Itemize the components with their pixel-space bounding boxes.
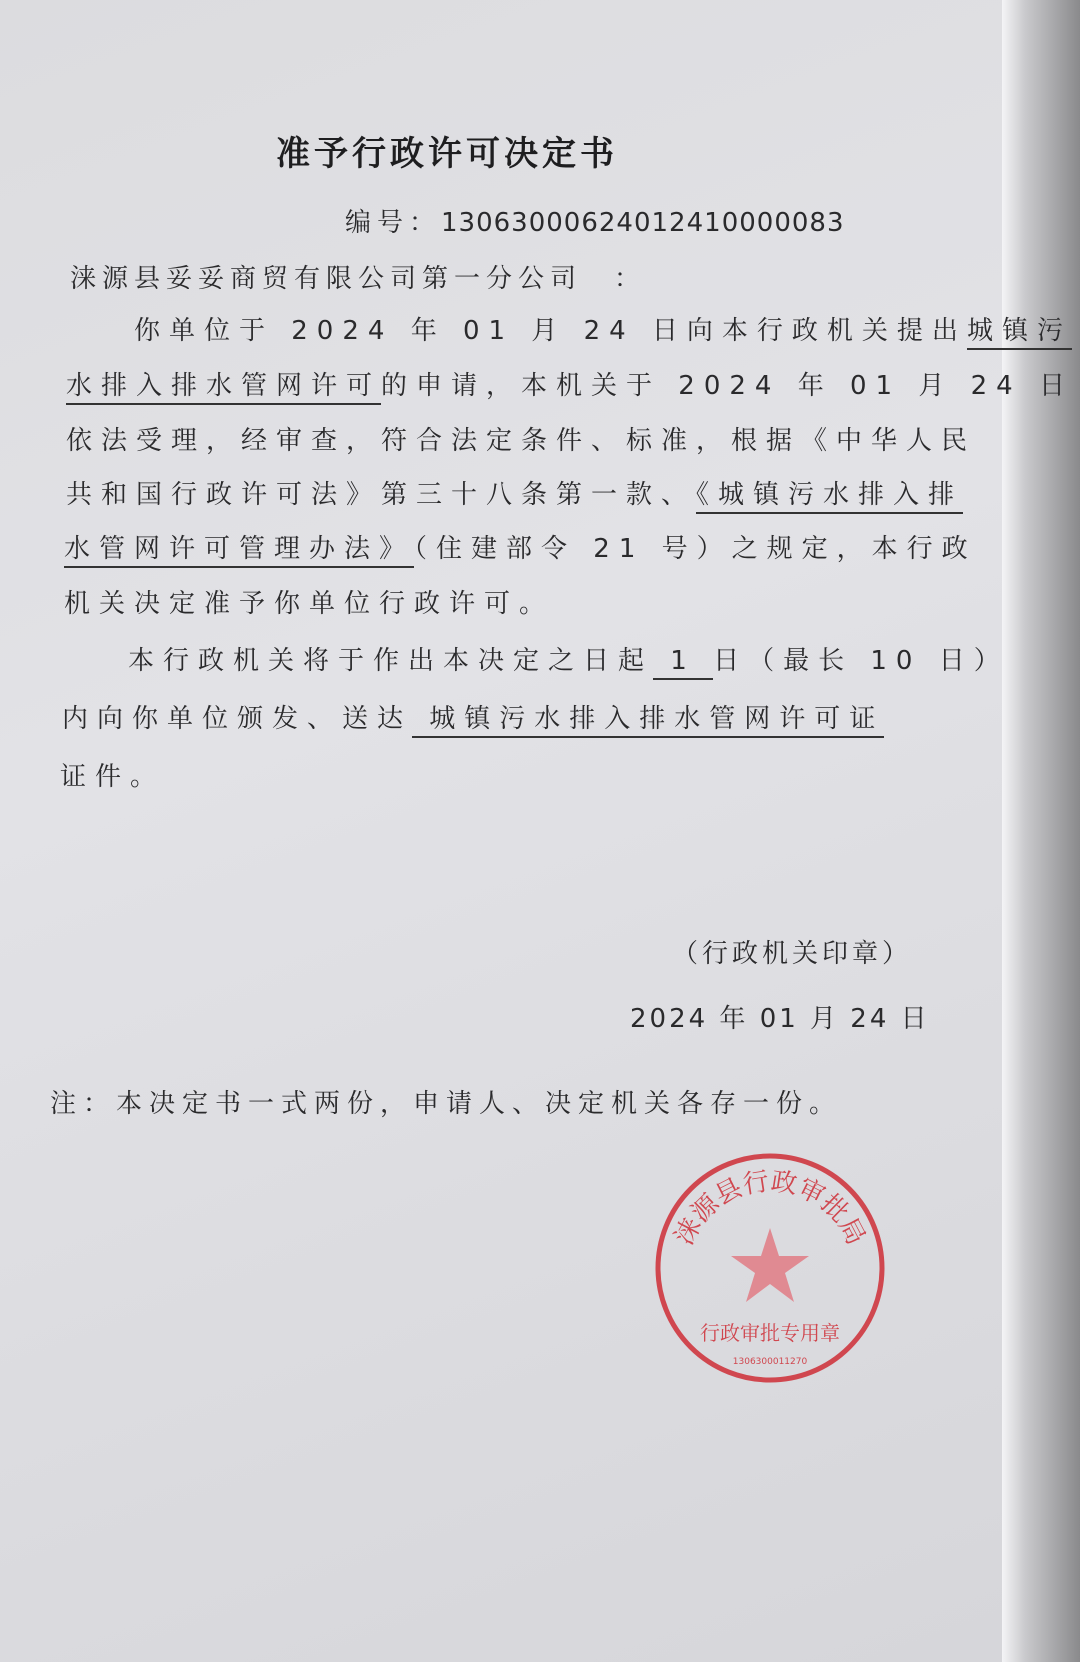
seal-label: （行政机关印章）	[672, 939, 913, 969]
text-segment: 日（最长 10 日）	[713, 646, 1009, 676]
text-segment: 共和国行政许可法》第三十八条第一款、	[66, 480, 697, 510]
body-line	[64, 587, 554, 621]
body-line	[134, 314, 1072, 348]
body-line	[66, 369, 1074, 403]
text-segment: 内向你单位颁发、送达	[62, 704, 413, 734]
body-line	[64, 532, 977, 566]
seal-outer-text: 涞源县行政审批局	[669, 1166, 871, 1250]
paper-edge	[1002, 0, 1080, 1662]
document-number	[345, 206, 844, 240]
number-label: 编号：	[345, 208, 442, 238]
text-segment: 你单位于 2024 年 01 月 24 日向本行政机关提出	[134, 316, 967, 346]
text-segment: （住建部令 21 号）之规定，本行政	[414, 534, 977, 564]
text-segment: 机关决定准予你单位行政许可。	[64, 589, 555, 619]
addressee: 涞源县妥妥商贸有限公司第一分公司 ：	[70, 264, 647, 294]
body-line	[128, 644, 1009, 678]
underlined-text: 城镇污	[967, 316, 1072, 350]
note: 注：本决定书一式两份，申请人、决定机关各存一份。	[50, 1089, 843, 1119]
official-seal	[652, 1150, 888, 1386]
number-value: 13063000624012410000083	[441, 208, 845, 238]
text-segment: 证件。	[60, 762, 166, 792]
underlined-text: 城镇污水排入排水管网许可证	[412, 704, 884, 738]
text-segment: 本行政机关将于作出本决定之日起	[128, 646, 654, 676]
underlined-text: 1	[653, 646, 713, 680]
underlined-text: 《城镇污水排入排	[696, 480, 963, 514]
text-segment: 的申请，本机关于 2024 年 01 月 24 日	[381, 371, 1074, 401]
seal-code: 1306300011270	[732, 1357, 808, 1367]
body-line	[62, 702, 884, 736]
body-line	[66, 424, 976, 458]
star-icon	[731, 1228, 809, 1302]
body-line	[66, 478, 963, 512]
issue-date: 2024 年 01 月 24 日	[630, 1004, 930, 1034]
document-title: 准予行政许可决定书	[276, 134, 618, 174]
underlined-text: 水排入排水管网许可	[66, 371, 381, 405]
underlined-text: 水管网许可管理办法》	[64, 534, 414, 568]
text-segment: 依法受理，经审查，符合法定条件、标准，根据《中华人民	[66, 426, 977, 456]
body-line	[60, 760, 165, 794]
seal-inner-text: 行政审批专用章	[700, 1321, 840, 1345]
